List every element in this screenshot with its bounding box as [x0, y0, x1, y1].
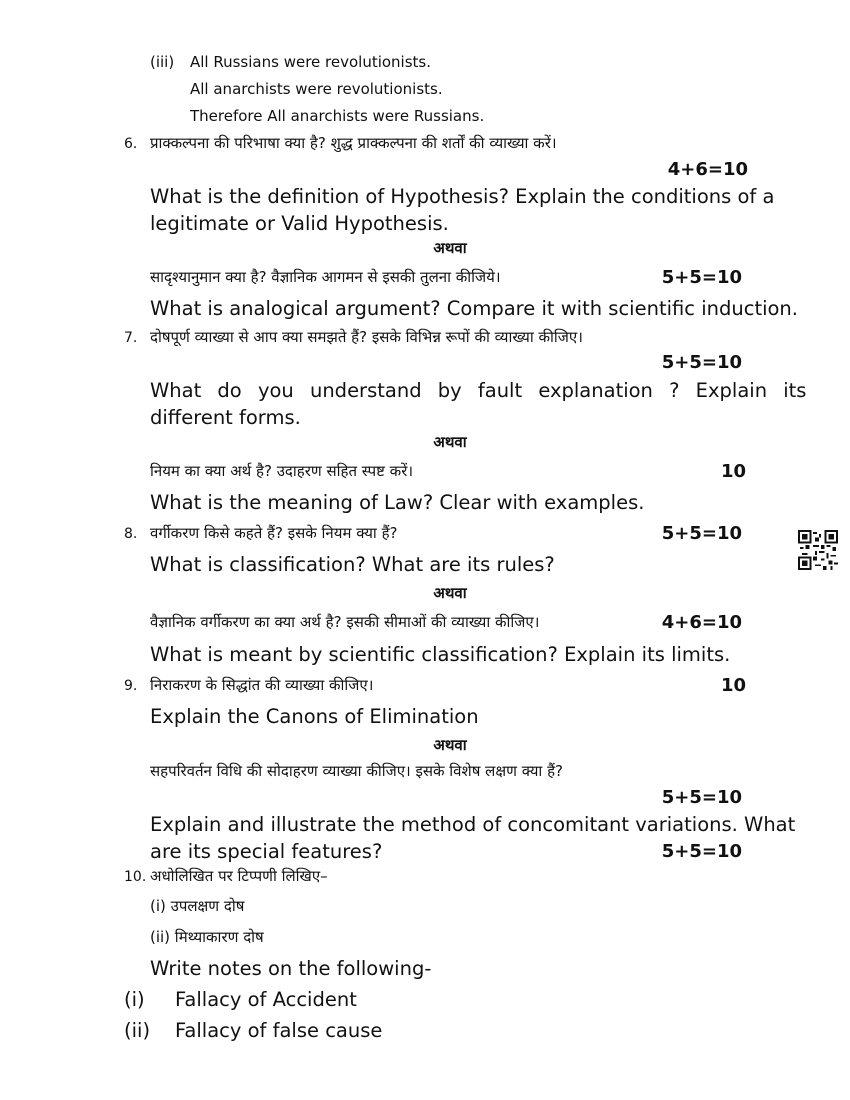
q7-english-line-1: What do you understand by fault explanation ? Explain its [150, 379, 807, 402]
q6-alt-english: What is analogical argument? Compare it with scientific induction. [150, 297, 798, 320]
q7-alt-english: What is the meaning of Law? Clear with examples. [150, 491, 645, 514]
q8-or-divider: अथवा [433, 584, 467, 602]
q8-marks: 5+5=10 [661, 523, 742, 544]
question-number-6: 6. [124, 136, 138, 152]
q8-alt-english: What is meant by scientific classification? Explain its limits. [150, 643, 731, 666]
q9-alt-english-line-2: are its special features? [150, 840, 383, 863]
q10-item-ii-label: (ii) [124, 1019, 151, 1042]
q9-hindi: निराकरण के सिद्धांत की व्याख्या कीजिए। [150, 676, 374, 694]
q6-or-divider: अथवा [433, 239, 467, 257]
syllogism-line-3: Therefore All anarchists were Russians. [190, 107, 485, 125]
q6-alt-marks: 5+5=10 [661, 267, 742, 288]
question-number-8: 8. [124, 526, 138, 542]
q7-marks: 5+5=10 [661, 352, 742, 373]
q7-english-line-2: different forms. [150, 406, 301, 429]
q8-alt-hindi: वैज्ञानिक वर्गीकरण का क्या अर्थ है? इसकी सीमाओं की व्याख्या कीजिए। [150, 613, 540, 631]
q6-english-line-1: What is the definition of Hypothesis? Explain the conditions of a [150, 185, 775, 208]
q7-alt-hindi: नियम का क्या अर्थ है? उदाहरण सहित स्पष्ट करें। [150, 462, 414, 480]
q8-hindi: वर्गीकरण किसे कहते हैं? इसके नियम क्या हैं? [150, 524, 398, 542]
q10-item-i-label: (i) [124, 988, 145, 1011]
q10-hindi: अधोलिखित पर टिप्पणी लिखिए– [150, 867, 328, 885]
q6-alt-hindi: सादृश्यानुमान क्या है? वैज्ञानिक आगमन से इसकी तुलना कीजिये। [150, 268, 501, 286]
q10-hindi-item-i: (i) उपलक्षण दोष [150, 897, 245, 915]
q10-item-i: Fallacy of Accident [175, 988, 357, 1011]
q9-alt-marks-2: 5+5=10 [661, 841, 742, 862]
q9-or-divider: अथवा [433, 736, 467, 754]
q9-alt-hindi: सहपरिवर्तन विधि की सोदाहरण व्याख्या कीजिए। इसके विशेष लक्षण क्या हैं? [150, 762, 564, 780]
q7-hindi: दोषपूर्ण व्याख्या से आप क्या समझते हैं? इसके विभिन्न रूपों की व्याख्या कीजिए। [150, 328, 583, 346]
q9-alt-marks: 5+5=10 [661, 787, 742, 808]
question-number-10: 10. [124, 869, 147, 885]
q9-english: Explain the Canons of Elimination [150, 705, 479, 728]
q6-marks: 4+6=10 [667, 159, 748, 180]
syllogism-line-2: All anarchists were revolutionists. [190, 80, 443, 98]
syllogism-line-1: All Russians were revolutionists. [190, 53, 432, 71]
qr-code-icon [798, 530, 838, 570]
q7-or-divider: अथवा [433, 433, 467, 451]
q9-marks: 10 [720, 675, 746, 696]
q8-english: What is classification? What are its rules? [150, 553, 555, 576]
q10-hindi-item-ii: (ii) मिथ्याकारण दोष [150, 928, 264, 946]
question-number-7: 7. [124, 330, 138, 346]
q9-alt-english-line-1: Explain and illustrate the method of concomitant variations. What [150, 813, 796, 836]
q6-english-line-2: legitimate or Valid Hypothesis. [150, 212, 449, 235]
q10-item-ii: Fallacy of false cause [175, 1019, 383, 1042]
syllogism-label: (iii) [150, 53, 175, 71]
q10-english: Write notes on the following- [150, 957, 432, 980]
q8-alt-marks: 4+6=10 [661, 612, 742, 633]
question-number-9: 9. [124, 678, 138, 694]
q6-hindi: प्राक्कल्पना की परिभाषा क्या है? शुद्ध प्राक्कल्पना की शर्तों की व्याख्या करें। [150, 134, 557, 152]
q7-alt-marks: 10 [720, 461, 746, 482]
